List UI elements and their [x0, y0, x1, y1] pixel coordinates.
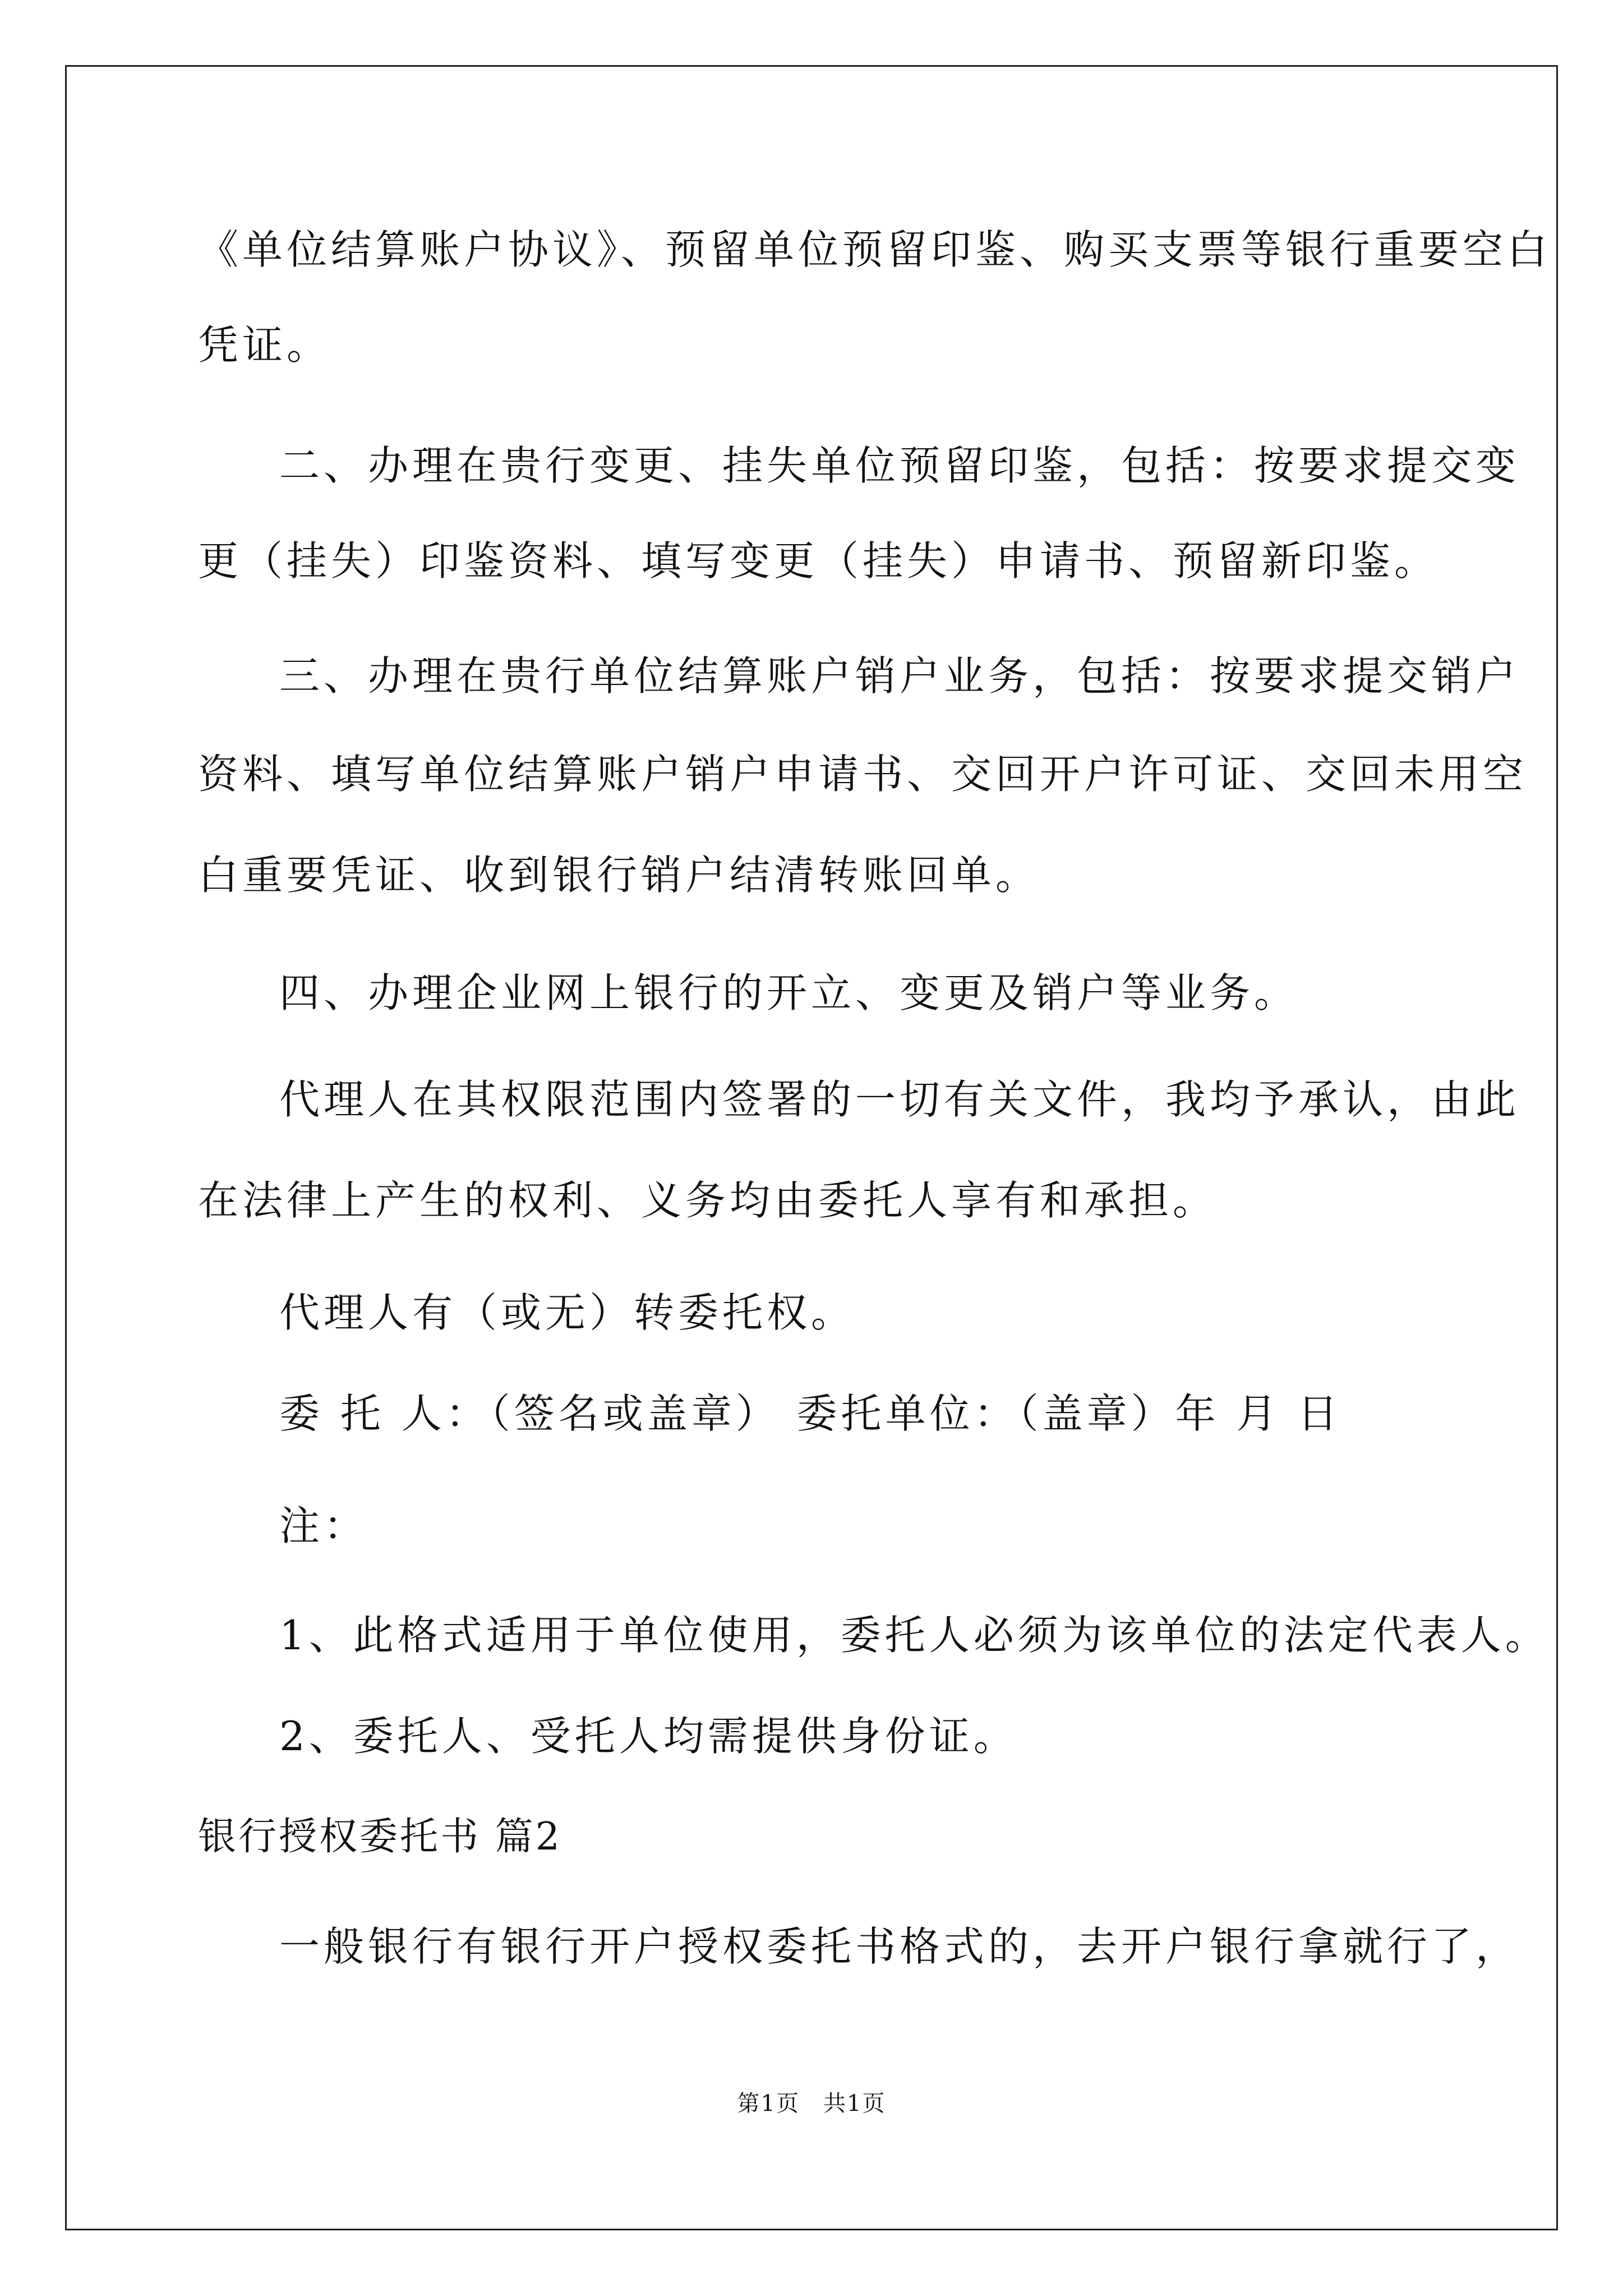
text-line-7: 白重要凭证、收到银行销户结清转账回单。	[198, 852, 1040, 899]
note-item-1: 1、此格式适用于单位使用，委托人必须为该单位的法定代表人。	[279, 1612, 1550, 1659]
text-line-5: 三、办理在贵行单位结算账户销户业务，包括：按要求提交销户	[279, 652, 1520, 700]
text-line-11: 代理人有（或无）转委托权。	[279, 1289, 856, 1336]
section-heading: 银行授权委托书 篇2	[198, 1815, 562, 1859]
text-line-1: 《单位结算账户协议》、预留单位预留印鉴、购买支票等银行重要空白	[198, 226, 1552, 273]
page-footer: 第1页 共1页	[737, 2091, 886, 2116]
page-border	[65, 65, 1558, 2230]
text-line-2: 凭证。	[198, 321, 331, 369]
text-line-6: 资料、填写单位结算账户销户申请书、交回开户许可证、交回未用空	[198, 751, 1528, 798]
note-label: 注：	[279, 1502, 368, 1549]
text-line-after-heading: 一般银行有银行开户授权委托书格式的，去开户银行拿就行了，	[279, 1923, 1520, 1970]
text-line-10: 在法律上产生的权利、义务均由委托人享有和承担。	[198, 1177, 1218, 1224]
text-line-3: 二、办理在贵行变更、挂失单位预留印鉴，包括：按要求提交变	[279, 442, 1520, 489]
signature-line: 委 托 人：（签名或盖章） 委托单位：（盖章）年 月 日	[279, 1390, 1342, 1437]
text-line-4: 更（挂失）印鉴资料、填写变更（挂失）申请书、预留新印鉴。	[198, 537, 1439, 585]
text-line-9: 代理人在其权限范围内签署的一切有关文件，我均予承认，由此	[279, 1076, 1520, 1123]
text-line-8: 四、办理企业网上银行的开立、变更及销户等业务。	[279, 969, 1299, 1016]
note-item-2: 2、委托人、受托人均需提供身份证。	[279, 1713, 1018, 1760]
